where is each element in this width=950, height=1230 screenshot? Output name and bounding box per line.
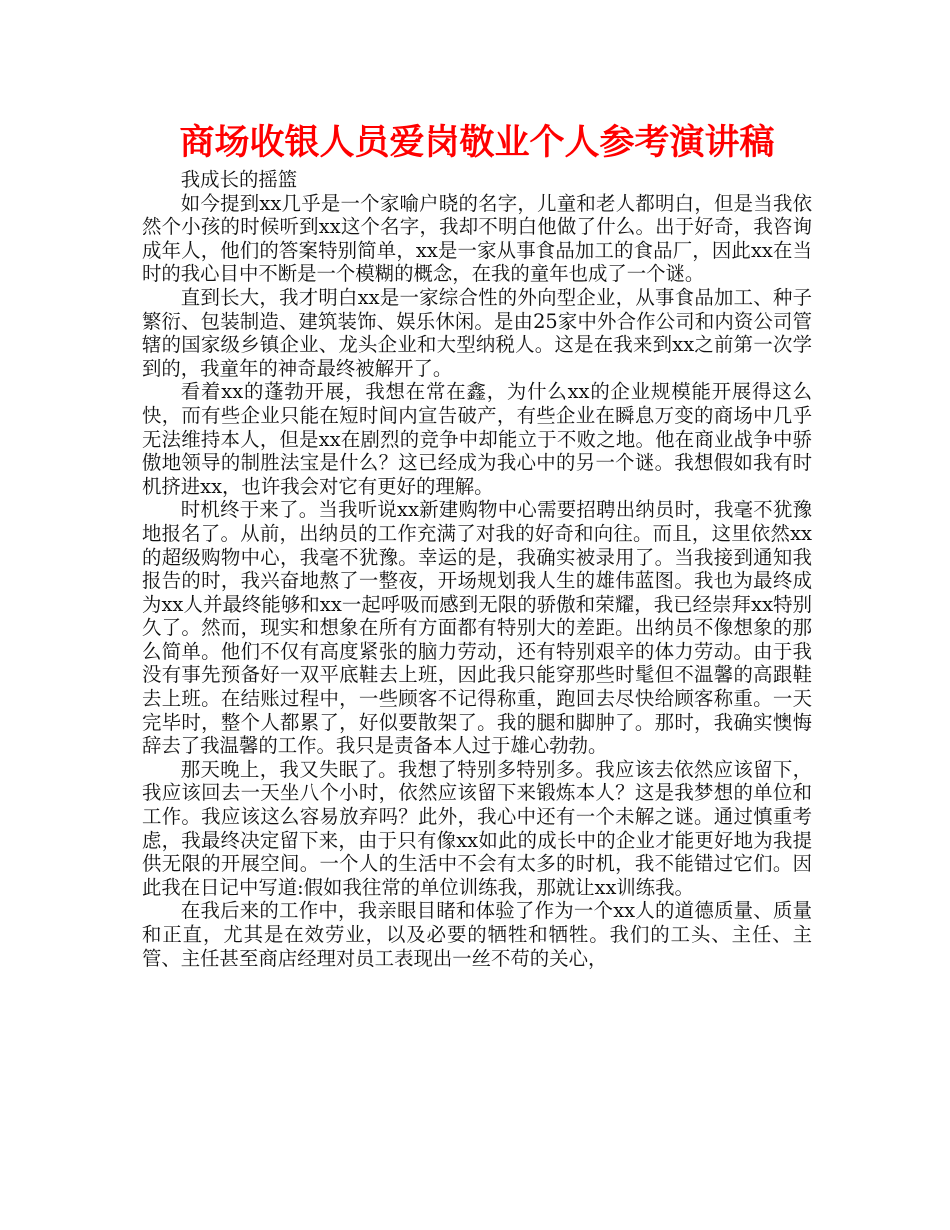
document-page: [142, 118, 812, 970]
body-paragraph: 时机终于来了。当我听说xx新建购物中心需要招聘出纳员时，我毫不犹豫地报名了。从前，出纳员的工作充满了对我的好奇和向往。而且，这里依然xx的超级购物中心，我毫不犹豫。幸运的是，我确实被录用了。当我接到通知我报告的时，我兴奋地熬了一整夜，开场规划我人生的雄伟蓝图。我也为最终成为xx人并最终能够和xx一起呼吸而感到无限的骄傲和荣耀，我已经崇拜xx特别久了。然而，现实和想象在所有方面都有特别大的差距。出纳员不像想象的那么简单。他们不仅有高度紧张的脑力劳动，还有特别艰辛的体力劳动。由于我没有事先预备好一双平底鞋去上班，因此我只能穿那些时髦但不温馨的高跟鞋去上班。在结账过程中，一些顾客不记得称重，跑回去尽快给顾客称重。一天完毕时，整个人都累了，好似要散架了。我的腿和脚肿了。那时，我确实懊悔辞去了我温馨的工作。我只是责备本人过于雄心勃勃。: [142, 498, 812, 758]
body-paragraph: 在我后来的工作中，我亲眼目睹和体验了作为一个xx人的道德质量、质量和正直，尤其是在效劳业，以及必要的牺牲和牺牲。我们的工头、主任、主管、主任甚至商店经理对员工表现出一丝不苟的关心，: [142, 899, 812, 970]
document-title: 商场收银人员爱岗敬业个人参考演讲稿: [179, 123, 775, 163]
body-paragraph: 看着xx的蓬勃开展，我想在常在鑫，为什么xx的企业规模能开展得这么快，而有些企业只能在短时间内宣告破产，有些企业在瞬息万变的商场中几乎无法维持本人，但是xx在剧烈的竞争中却能立于不败之地。他在商业战争中骄傲地领导的制胜法宝是什么？这已经成为我心中的另一个谜。我想假如我有时机挤进xx，也许我会对它有更好的理解。: [142, 380, 812, 498]
document-body: [142, 168, 812, 970]
body-paragraph: 那天晚上，我又失眠了。我想了特别多特别多。我应该去依然应该留下，我应该回去一天坐八个小时，依然应该留下来锻炼本人？这是我梦想的单位和工作。我应该这么容易放弃吗？此外，我心中还有一个未解之谜。通过慎重考虑，我最终决定留下来，由于只有像xx如此的成长中的企业才能更好地为我提供无限的开展空间。一个人的生活中不会有太多的时机，我不能错过它们。因此我在日记中写道:假如我往常的单位训练我，那就让xx训练我。: [142, 757, 812, 899]
subtitle-paragraph: 我成长的摇篮: [180, 168, 298, 191]
body-paragraph: 如今提到xx几乎是一个家喻户晓的名字，儿童和老人都明白，但是当我依然个小孩的时候听到xx这个名字，我却不明白他做了什么。出于好奇，我咨询成年人，他们的答案特别简单，xx是一家从事食品加工的食品厂，因此xx在当时的我心目中不断是一个模糊的概念，在我的童年也成了一个谜。: [142, 191, 812, 286]
body-paragraph: 直到长大，我才明白xx是一家综合性的外向型企业，从事食品加工、种子繁衍、包装制造、建筑装饰、娱乐休闲。是由25家中外合作公司和内资公司管辖的国家级乡镇企业、龙头企业和大型纳税人。这是在我来到xx之前第一次学到的，我童年的神奇最终被解开了。: [142, 285, 812, 380]
